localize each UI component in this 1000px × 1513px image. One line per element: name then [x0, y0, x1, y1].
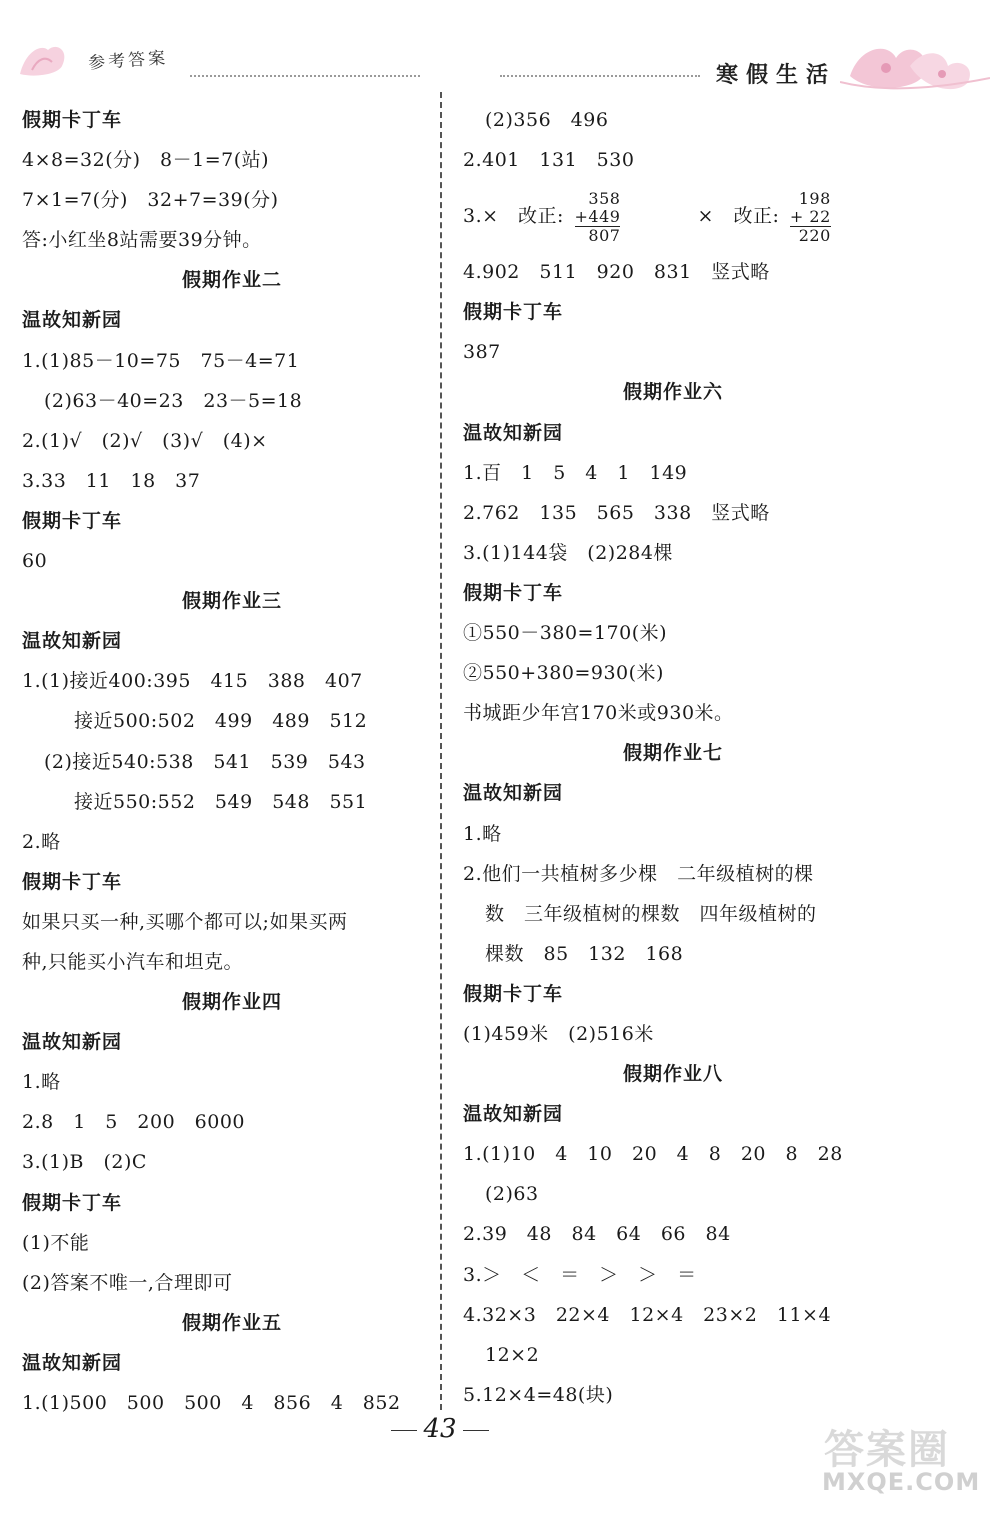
answer-line: 接近500:502 499 489 512	[74, 710, 368, 733]
section-title: 假期作业三	[181, 590, 282, 613]
answer-line: 1.(1)500 500 500 4 856 4 852	[22, 1392, 401, 1414]
section-title: 假期作业六	[622, 381, 723, 404]
section-heading: 假期卡丁车	[463, 301, 564, 324]
page-header	[0, 0, 1000, 100]
answer-line: 数 三年级植树的棵数 四年级植树的	[485, 902, 817, 925]
answer-line: (2)63	[485, 1183, 539, 1206]
answer-line: 1.(1)接近400:395 415 388 407	[22, 670, 363, 693]
answer-line: (1)459米 (2)516米	[463, 1022, 654, 1045]
section-heading: 假期卡丁车	[22, 1191, 123, 1214]
answer-line: 1.(1)85－10=75 75－4=71	[22, 349, 300, 372]
answer-line: 2.762 135 565 338 竖式略	[463, 501, 770, 524]
header-divider-left	[190, 75, 420, 77]
section-heading: 温故知新园	[22, 1351, 123, 1374]
addition-b-addend: + 22	[789, 206, 831, 226]
vertical-addition-a	[575, 190, 621, 245]
section-heading: 温故知新园	[22, 630, 123, 653]
answer-line: 4×8=32(分) 8－1=7(站)	[22, 149, 270, 172]
answer-line: (1)不能	[22, 1231, 90, 1254]
answer-line: 棵数 85 132 168	[485, 942, 684, 965]
vertical-addition-b	[790, 190, 831, 245]
answer-line: 3.(1)144袋 (2)284棵	[463, 541, 673, 564]
addition-b-top: 198	[798, 188, 831, 208]
section-title: 假期作业八	[622, 1063, 723, 1086]
section-title: 假期作业五	[181, 1311, 282, 1334]
answer-line: 4.902 511 920 831 竖式略	[463, 261, 770, 284]
answer-line: 2.(1)√ (2)√ (3)√ (4)×	[22, 429, 268, 452]
answer-line: ②550+380=930(米)	[463, 662, 664, 685]
answer-line: 种,只能买小汽车和坦克。	[22, 950, 244, 973]
section-heading: 假期卡丁车	[22, 509, 123, 532]
addition-b-result: 220	[790, 226, 831, 245]
page-number: 43	[380, 1414, 500, 1444]
left-answer-column	[22, 100, 442, 1423]
right-answer-column	[463, 100, 883, 1415]
answer-line: ①550－380=170(米)	[463, 622, 668, 645]
addition-a-addend: +449	[574, 206, 621, 226]
answer-line: 12×2	[485, 1343, 540, 1366]
answer-line: 4.32×3 22×4 12×4 23×2 11×4	[463, 1303, 832, 1326]
answer-line: (2)接近540:538 541 539 543	[44, 750, 366, 773]
answer-line: 书城距少年宫170米或930米。	[463, 702, 734, 725]
answer-line: 1.百 1 5 4 1 149	[463, 461, 688, 484]
section-heading: 温故知新园	[463, 421, 564, 444]
answer-line: 2.8 1 5 200 6000	[22, 1111, 246, 1134]
correction-prefix: 3.× 改正:	[463, 205, 564, 228]
section-heading: 假期卡丁车	[463, 581, 564, 604]
answer-line: 1.(1)10 4 10 20 4 8 20 8 28	[463, 1143, 843, 1166]
answer-line: 3.＞ ＜ ＝ ＞ ＞ ＝	[463, 1263, 697, 1286]
answer-line: 如果只买一种,买哪个都可以;如果买两	[22, 910, 348, 933]
column-divider	[440, 92, 442, 1410]
correction-mid: × 改正:	[697, 205, 780, 228]
answer-line: 2.他们一共植树多少棵 二年级植树的棵	[463, 862, 814, 885]
answer-line: 5.12×4=48(块)	[463, 1383, 614, 1406]
answer-line: 7×1=7(分) 32+7=39(分)	[22, 189, 279, 212]
answer-line: (2)356 496	[485, 109, 609, 131]
header-divider-right	[500, 75, 700, 77]
header-left-label: 参考答案	[87, 48, 169, 74]
flower-decoration-right-icon	[840, 36, 990, 100]
watermark-top-text: 答案圈	[824, 1427, 950, 1473]
watermark-logo	[820, 1418, 990, 1506]
section-heading: 温故知新园	[22, 1031, 123, 1054]
section-heading: 假期卡丁车	[22, 109, 123, 131]
section-heading: 假期卡丁车	[463, 982, 564, 1005]
section-heading: 温故知新园	[463, 1103, 564, 1126]
watermark-bottom-text: MXQE.COM	[822, 1468, 981, 1496]
answer-line: 1.略	[463, 822, 502, 845]
section-title: 假期作业四	[181, 991, 282, 1014]
answer-line: (2)答案不唯一,合理即可	[22, 1271, 233, 1294]
header-right-label: 寒假生活	[716, 62, 837, 88]
answer-line: 答:小红坐8站需要39分钟。	[22, 229, 262, 252]
flower-decoration-left-icon	[12, 40, 76, 80]
section-heading: 假期卡丁车	[22, 870, 123, 893]
answer-line: 2.略	[22, 830, 61, 853]
section-heading: 温故知新园	[463, 782, 564, 805]
addition-a-top: 358	[588, 188, 621, 208]
answer-line: 60	[22, 550, 48, 573]
answer-line: 2.401 131 530	[463, 149, 635, 172]
answer-line: 3.33 11 18 37	[22, 469, 201, 492]
section-heading: 温故知新园	[22, 309, 123, 332]
answer-line: 3.(1)B (2)C	[22, 1151, 147, 1174]
answer-line: 387	[463, 341, 501, 364]
answer-line-correction	[463, 180, 883, 252]
answer-line: 1.略	[22, 1071, 61, 1094]
answer-line: (2)63－40=23 23－5=18	[44, 389, 303, 412]
section-title: 假期作业七	[622, 742, 723, 765]
addition-a-result: 807	[575, 226, 621, 245]
answer-line: 接近550:552 549 548 551	[74, 790, 368, 813]
section-title: 假期作业二	[181, 269, 282, 292]
answer-line: 2.39 48 84 64 66 84	[463, 1223, 731, 1246]
